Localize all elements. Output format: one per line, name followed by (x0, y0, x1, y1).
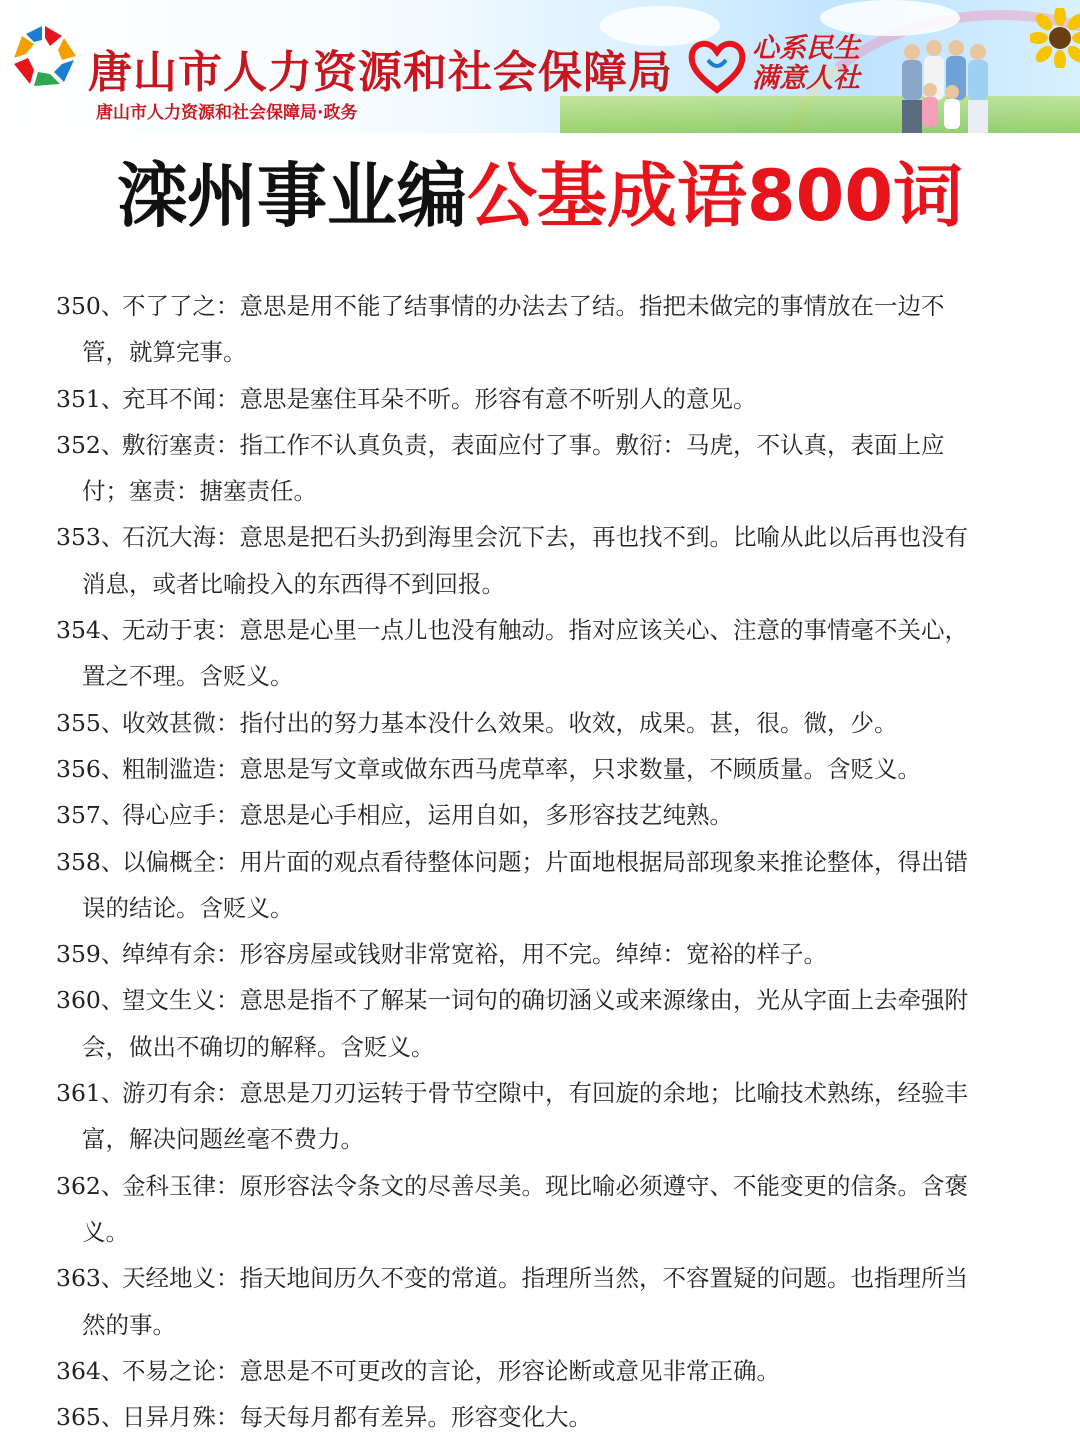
list-item (56, 792, 1016, 838)
entry-text: 绰绰有余：形容房屋或钱财非常宽裕，用不完。绰绰：宽裕的样子。 (122, 940, 827, 969)
header-banner (0, 0, 1080, 133)
slogan (752, 34, 860, 94)
entry-text: 金科玉律：原形容法令条文的尽善尽美。现比喻必须遵守、不能变更的信条。含褒 (122, 1171, 968, 1200)
entry-text: 充耳不闻：意思是塞住耳朵不听。形容有意不听别人的意见。 (122, 384, 757, 413)
entry-continuation: 富，解决问题丝毫不费力。 (82, 1125, 364, 1154)
entry-number: 350、 (56, 292, 125, 320)
family-illustration-icon (890, 36, 1000, 133)
entry-text: 天经地义：指天地间历久不变的常道。指理所当然，不容置疑的问题。也指理所当 (122, 1264, 968, 1293)
entry-number: 364、 (56, 1356, 125, 1385)
entry-number: 360、 (56, 986, 125, 1015)
list-item (56, 1163, 1016, 1256)
entry-continuation: 义。 (82, 1217, 129, 1246)
list-item (56, 1255, 1016, 1348)
entry-text: 得心应手：意思是心手相应，运用自如，多形容技艺纯熟。 (122, 801, 733, 830)
list-item (56, 746, 1016, 792)
entry-continuation: 管，就算完事。 (82, 338, 247, 367)
entry-continuation: 然的事。 (82, 1310, 176, 1339)
entry-continuation: 误的结论。含贬义。 (82, 893, 294, 922)
entry-number: 354、 (56, 616, 125, 645)
entry-text: 敷衍塞责：指工作不认真负责，表面应付了事。敷衍：马虎，不认真，表面上应 (122, 430, 945, 459)
entry-number: 357、 (56, 801, 125, 830)
entry-text: 不易之论：意思是不可更改的言论，形容论断或意见非常正确。 (122, 1356, 780, 1385)
org-name: 唐山市人力资源和社会保障局 (88, 47, 673, 98)
list-item (56, 700, 1016, 746)
entry-number: 359、 (56, 940, 125, 969)
entry-continuation: 置之不理。含贬义。 (82, 662, 294, 691)
idiom-list (56, 283, 1016, 1440)
sunflower-icon (1030, 8, 1080, 68)
entry-continuation: 消息，或者比喻投入的东西得不到回报。 (82, 569, 505, 598)
entry-number: 361、 (56, 1079, 125, 1108)
org-subtitle: 唐山市人力资源和社会保障局·政务 (96, 103, 358, 123)
entry-number: 358、 (56, 847, 125, 876)
entry-continuation: 会，做出不确切的解释。含贬义。 (82, 1032, 435, 1061)
entry-number: 353、 (56, 523, 125, 552)
list-item (56, 1070, 1016, 1163)
entry-text: 石沉大海：意思是把石头扔到海里会沉下去，再也找不到。比喻从此以后再也没有 (122, 523, 968, 552)
entry-text: 游刃有余：意思是刀刃运转于骨节空隙中，有回旋的余地；比喻技术熟练，经验丰 (122, 1079, 968, 1108)
entry-text: 望文生义：意思是指不了解某一词句的确切涵义或来源缘由，光从字面上去牵强附 (122, 986, 968, 1015)
list-item (56, 283, 1016, 376)
slogan-line-2: 满意人社 (752, 63, 860, 94)
page-title (0, 146, 1080, 246)
entry-text: 不了了之：意思是用不能了结事情的办法去了结。指把未做完的事情放在一边不 (122, 292, 945, 320)
entry-text: 日异月殊：每天每月都有差异。形容变化大。 (122, 1403, 592, 1432)
list-item (56, 931, 1016, 977)
grass-decoration (560, 96, 1080, 133)
list-item (56, 1394, 1016, 1440)
entry-text: 粗制滥造：意思是写文章或做东西马虎草率，只求数量，不顾质量。含贬义。 (122, 754, 921, 783)
list-item (56, 977, 1016, 1070)
list-item (56, 839, 1016, 932)
entry-continuation: 付；塞责：搪塞责任。 (82, 477, 317, 506)
entry-number: 356、 (56, 754, 125, 783)
entry-number: 363、 (56, 1264, 125, 1293)
entry-number: 351、 (56, 384, 125, 413)
entry-text: 收效甚微：指付出的努力基本没什么效果。收效，成果。甚，很。微，少。 (122, 708, 898, 737)
entry-number: 355、 (56, 708, 125, 737)
cloud-decoration (820, 0, 960, 36)
entry-number: 352、 (56, 430, 125, 459)
list-item (56, 376, 1016, 422)
entry-number: 365、 (56, 1403, 125, 1432)
list-item (56, 422, 1016, 515)
heart-logo-icon (688, 38, 746, 94)
title-red-part: 公基成语800词 (466, 155, 964, 237)
list-item (56, 607, 1016, 700)
entry-text: 无动于衷：意思是心里一点儿也没有触动。指对应该关心、注意的事情毫不关心， (122, 616, 968, 645)
list-item (56, 1348, 1016, 1394)
list-item (56, 514, 1016, 607)
entry-text: 以偏概全：用片面的观点看待整体问题；片面地根据局部现象来推论整体，得出错 (122, 847, 968, 876)
title-black-part: 滦州事业编 (116, 155, 467, 237)
entry-number: 362、 (56, 1171, 125, 1200)
slogan-line-1: 心系民生 (752, 33, 860, 64)
hrss-logo-icon (12, 24, 78, 90)
